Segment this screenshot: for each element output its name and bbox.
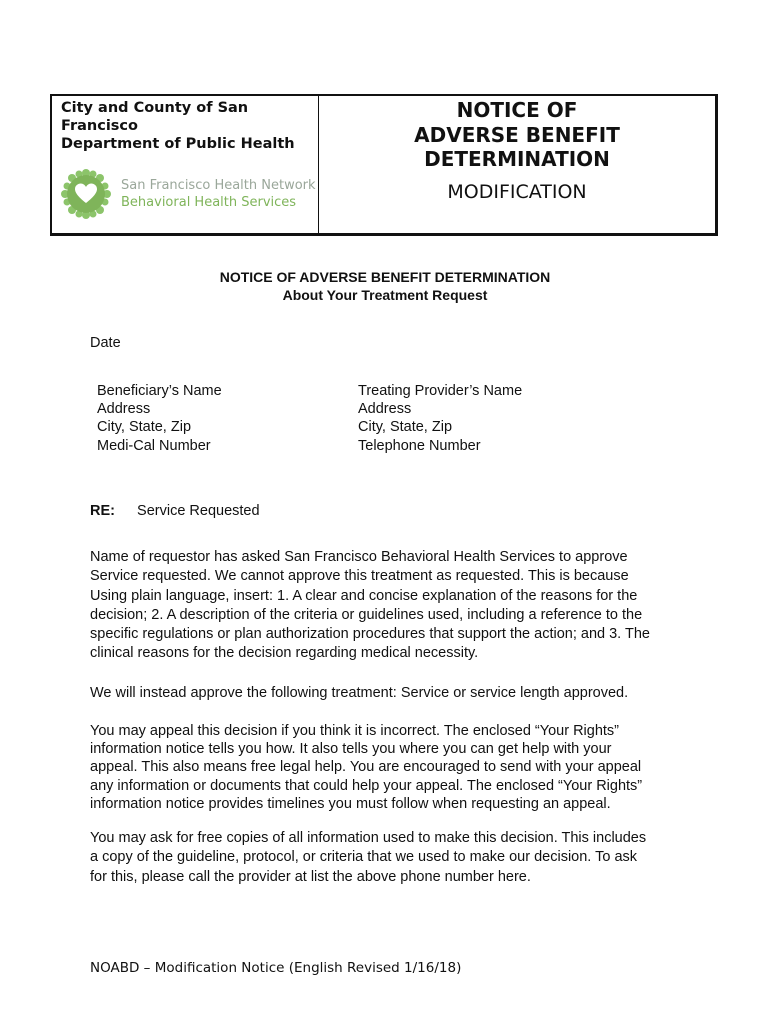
re-value: Service Requested bbox=[137, 503, 260, 519]
paragraph-line: specific regulations or plan authorization procedures that support the action; and 3. The bbox=[90, 626, 650, 643]
paragraph-free-copies bbox=[90, 829, 690, 887]
paragraph-line: for this, please call the provider at list the above phone number here. bbox=[90, 868, 531, 885]
re-line bbox=[90, 502, 260, 520]
notice-title-line: ADVERSE BENEFIT bbox=[414, 122, 620, 147]
logo-network-name: San Francisco Health Network bbox=[121, 178, 316, 193]
notice-subtitle: MODIFICATION bbox=[447, 180, 587, 203]
paragraph-line: any information or documents that could help your appeal. The enclosed “Your Rights” bbox=[90, 777, 643, 794]
paragraph-line: Service requested. We cannot approve this treatment as requested. This is because bbox=[90, 568, 629, 585]
header-box bbox=[50, 94, 718, 236]
logo-service-name: Behavioral Health Services bbox=[121, 195, 297, 210]
agency-line: City and County of San bbox=[61, 100, 249, 116]
provider-block bbox=[358, 382, 522, 455]
paragraph-line: clinical reasons for the decision regarding medical necessity. bbox=[90, 645, 479, 662]
agency-block bbox=[52, 96, 319, 233]
agency-name bbox=[61, 99, 318, 153]
beneficiary-name: Beneficiary’s Name bbox=[97, 383, 222, 399]
provider-address: Address bbox=[358, 401, 412, 418]
paragraph-appeal-rights bbox=[90, 722, 690, 813]
beneficiary-medical-number: Medi-Cal Number bbox=[97, 437, 211, 454]
notice-title-line: NOTICE OF bbox=[456, 98, 578, 122]
document-heading-line: NOTICE OF ADVERSE BENEFIT DETERMINATION bbox=[219, 269, 551, 285]
heart-icon bbox=[60, 168, 112, 220]
paragraph-line: information notice tells you how. It also tells you where you can get help with your bbox=[90, 741, 612, 758]
beneficiary-city-state-zip: City, State, Zip bbox=[97, 419, 192, 436]
paragraph-line: information notice provides timelines you must follow when requesting an appeal. bbox=[90, 795, 611, 812]
agency-line: Department of Public Health bbox=[61, 136, 295, 152]
paragraph-line: Name of requestor has asked San Francisco Behavioral Health Services to approve bbox=[90, 549, 628, 565]
provider-telephone: Telephone Number bbox=[358, 437, 481, 454]
beneficiary-address: Address bbox=[97, 401, 151, 418]
notice-title-line: DETERMINATION bbox=[424, 147, 610, 171]
paragraph-line: decision; 2. A description of the criteria or guidelines used, including a reference to the bbox=[90, 606, 643, 623]
paragraph-line: You may ask for free copies of all information used to make this decision. This includes bbox=[90, 830, 647, 846]
logo bbox=[60, 168, 316, 220]
notice-title bbox=[319, 98, 715, 172]
agency-line: Francisco bbox=[61, 118, 138, 134]
provider-city-state-zip: City, State, Zip bbox=[358, 419, 453, 436]
beneficiary-block bbox=[97, 382, 222, 455]
paragraph-line: You may appeal this decision if you think it is incorrect. The enclosed “Your Rights” bbox=[90, 723, 619, 739]
paragraph-line: appeal. This also means free legal help. You are encouraged to send with your appeal bbox=[90, 759, 642, 776]
logo-text bbox=[121, 177, 316, 211]
paragraph-request-explanation bbox=[90, 548, 690, 664]
provider-name: Treating Provider’s Name bbox=[358, 383, 523, 399]
paragraph-line: We will instead approve the following treatment: Service or service length approved. bbox=[90, 685, 629, 701]
paragraph-approved-treatment bbox=[90, 684, 690, 703]
re-label: RE: bbox=[90, 503, 115, 519]
document-heading bbox=[0, 268, 770, 304]
footer-revision-note: NOABD – Modification Notice (English Revised 1/16/18) bbox=[90, 960, 462, 976]
paragraph-line: Using plain language, insert: 1. A clear and concise explanation of the reasons for the bbox=[90, 587, 638, 604]
date-label: Date bbox=[90, 335, 121, 351]
paragraph-line: a copy of the guideline, protocol, or criteria that we used to make our decision. To ask bbox=[90, 849, 638, 866]
document-heading-line: About Your Treatment Request bbox=[282, 287, 488, 303]
notice-title-block bbox=[319, 96, 715, 233]
